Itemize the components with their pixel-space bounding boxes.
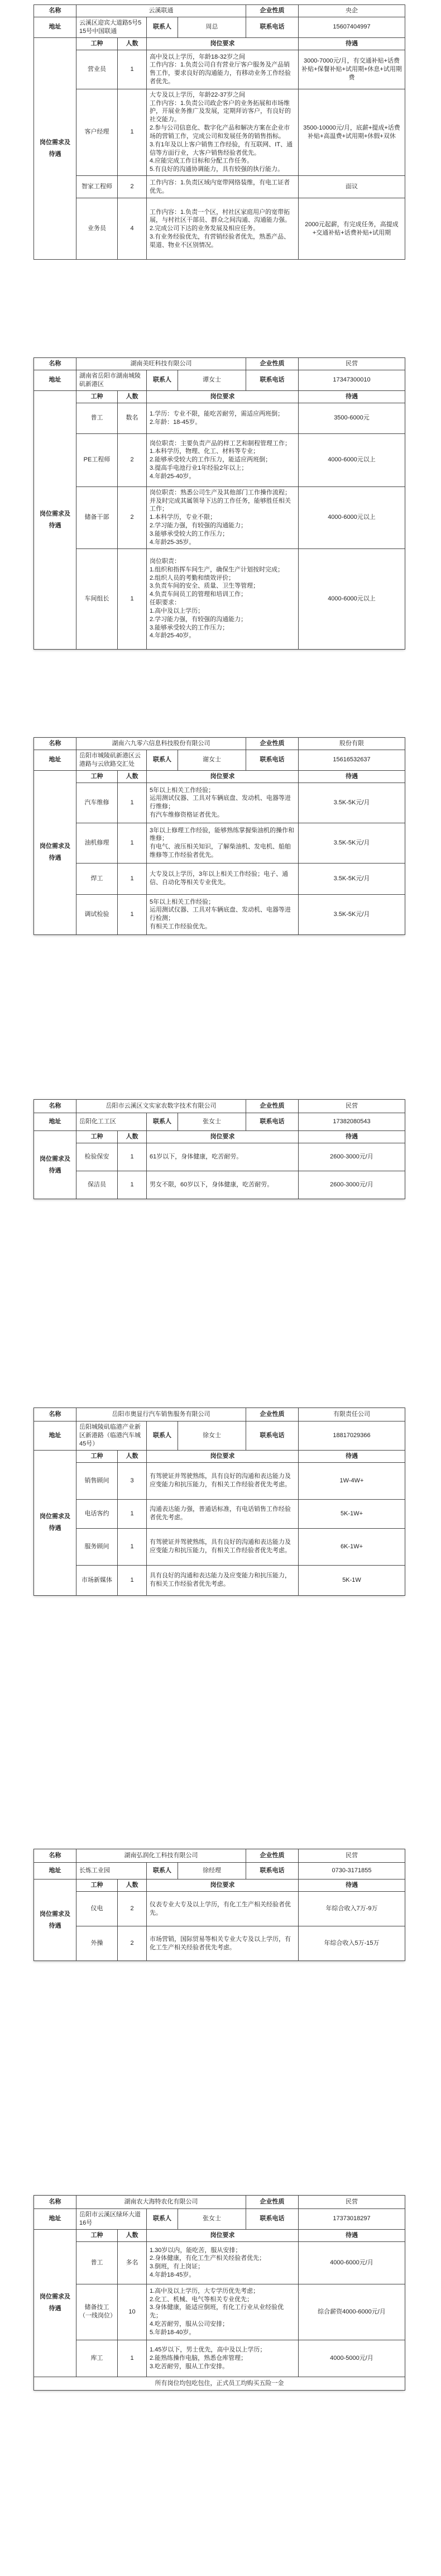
job-requirements: 工作内容：1.负责区域内宽带网络装维，有电工证者优先。 [147,176,299,198]
header-pay: 待遇 [299,770,405,783]
header-count: 人数 [118,390,147,403]
job-count: 多名 [118,2241,147,2284]
company-table [33,357,405,650]
job-requirements: 市场营销，国际贸易等相关专业大专及以上学历，有化工生产相关经验者优先考虑。 [147,1926,299,1961]
phone-number: 17373018297 [299,2209,405,2230]
contact-label: 联系人 [147,17,178,38]
header-requirements: 岗位要求 [147,1131,299,1143]
header-job: 工种 [76,390,118,403]
job-count: 2 [118,176,147,198]
header-count: 人数 [118,1450,147,1462]
job-pay: 6K-1W+ [299,1528,405,1565]
job-requirements: 岗位职责：熟悉公司生产及其他部门工作操作流程；并及时完成其属领导下达的工作任务，能够胜任相关工作； 1.本科学历，专业不限； 2.学习能力强，有较强的沟通能力； 3.能够承受较大的工作压力； 4.年龄25-35岁。 [147,486,299,548]
job-count: 1 [118,1499,147,1528]
job-requirements: 3年以上修理工作经验，能够熟练掌握柴油机的操作和维修； 有电气、液压相关知识，了解柴油机、发电机、船舶维修等工作经验者优先。 [147,823,299,863]
name-label: 名称 [34,738,76,750]
company-name: 湖南六九零六信息科技股份有限公司 [76,738,246,750]
header-count: 人数 [118,770,147,783]
section-label: 岗位需求及待遇 [34,390,76,649]
nature-label: 企业性质 [246,1408,299,1421]
job-requirements: 1.30岁以内，能吃苦，服从安排； 2.身体健康，有化工生产相关经验者优先； 3.倒班，有上岗证； 4.年龄18-45岁。 [147,2241,299,2284]
name-label: 名称 [34,2196,76,2209]
company-nature: 央企 [299,5,405,17]
contact-label: 联系人 [147,750,178,771]
company-table [33,737,405,935]
address-label: 地址 [34,370,76,391]
address-label: 地址 [34,17,76,38]
header-pay: 待遇 [299,1131,405,1143]
company-table [33,1849,405,1961]
phone-label: 联系电话 [246,2209,299,2230]
contact-person: 张女士 [178,1113,246,1131]
company-block-7 [33,2195,405,2391]
company-address: 岳阳市城陵矶新港区云港路与云欣路交汇处 [76,750,147,771]
header-requirements: 岗位要求 [147,770,299,783]
contact-label: 联系人 [147,1421,178,1451]
job-requirements: 有驾驶证并驾驶熟练，具有良好的沟通和表达能力及应变能力和抗压能力，有相关工作经验者优先考虑。 [147,1462,299,1499]
job-count: 1 [118,863,147,894]
job-pay: 4000-6000元/月 [299,2241,405,2284]
company-name: 岳阳市云溪区文实家农数字技术有限公司 [76,1100,246,1113]
footer-note: 所有岗位均包吃包住，正式员工均购买五险一金 [34,2377,405,2390]
job-requirements: 仪表专业大专及以上学历，有化工生产相关经验者优先。 [147,1892,299,1926]
job-requirements: 岗位职责： 1.组织和指挥车间生产，确保生产计划按时完成； 2.组织人员的考勤和绩效评价； 3.负责车间的安全、质量、卫生等管理； 4.负责车间员工的管理和培训工作； 任职要求： 1.高中及以上学历； 2.学习能力强，有较强的沟通能力； 3.能够承受较大的工作压力； 4.年龄25-40岁。 [147,548,299,649]
job-count: 1 [118,2340,147,2377]
job-count: 1 [118,1528,147,1565]
header-pay: 待遇 [299,2229,405,2241]
job-pay: 2600-3000元/月 [299,1143,405,1171]
contact-person: 张女士 [178,2209,246,2230]
header-pay: 待遇 [299,1879,405,1892]
header-count: 人数 [118,37,147,50]
section-label: 岗位需求及待遇 [34,1131,76,1199]
job-pay: 3.5K-5K元/月 [299,894,405,934]
company-address: 湖南省岳阳市湖南城陵矶新港区 [76,370,147,391]
address-label: 地址 [34,1113,76,1131]
job-requirements: 5年以上相关工作经验； 运用测试仪器、工具对车辆底盘、发动机、电器等进行检测； 有相关工作经验优先。 [147,894,299,934]
job-title: 库工 [76,2340,118,2377]
header-requirements: 岗位要求 [147,1450,299,1462]
contact-label: 联系人 [147,2209,178,2230]
header-job: 工种 [76,1131,118,1143]
job-title: 仪电 [76,1892,118,1926]
job-title: 客户经理 [76,89,118,175]
job-pay: 3000-7000元/月，有交通补贴+话费补贴+保餐补贴+试用期+休息+试用期费 [299,50,405,89]
header-requirements: 岗位要求 [147,390,299,403]
job-title: 检验保安 [76,1143,118,1171]
company-address: 岳阳城陵矶临港产业新区新港路（临港汽车城45号） [76,1421,147,1451]
job-pay: 5K-1W+ [299,1499,405,1528]
header-count: 人数 [118,1879,147,1892]
job-pay: 4000-6000元以上 [299,486,405,548]
job-count: 1 [118,823,147,863]
job-count: 3 [118,1462,147,1499]
address-label: 地址 [34,750,76,771]
job-pay: 3.5K-5K元/月 [299,863,405,894]
header-count: 人数 [118,2229,147,2241]
address-label: 地址 [34,1421,76,1451]
phone-number: 18817029366 [299,1421,405,1451]
contact-person: 谭女士 [178,370,246,391]
name-label: 名称 [34,5,76,17]
job-count: 1 [118,1143,147,1171]
company-table [33,1408,405,1596]
job-count: 2 [118,1892,147,1926]
job-pay: 年综合收入7万-9万 [299,1892,405,1926]
header-pay: 待遇 [299,37,405,50]
job-requirements: 1.高中及以上学历，大专学历优先考虑； 2.化工、机械、电气等相关专业优先； 3.身体健康，能适应倒班，有化工行业从业经验优先； 4.吃苦耐劳，服从公司安排； 5.年龄18-40岁。 [147,2284,299,2340]
job-title: 业务员 [76,198,118,260]
contact-label: 联系人 [147,370,178,391]
job-count: 1 [118,1565,147,1595]
job-title: 智家工程师 [76,176,118,198]
job-requirements: 男女不限，60岁以下，身体健康，吃苦耐劳。 [147,1171,299,1199]
header-job: 工种 [76,1450,118,1462]
name-label: 名称 [34,1408,76,1421]
contact-label: 联系人 [147,1863,178,1879]
job-title: 保洁员 [76,1171,118,1199]
phone-number: 15616532637 [299,750,405,771]
header-pay: 待遇 [299,1450,405,1462]
phone-label: 联系电话 [246,1863,299,1879]
section-label: 岗位需求及待遇 [34,770,76,934]
company-name: 湖南弘润化工科技有限公司 [76,1849,246,1863]
job-pay: 3500-6000元 [299,403,405,433]
company-nature: 民营 [299,2196,405,2209]
nature-label: 企业性质 [246,1100,299,1113]
header-job: 工种 [76,2229,118,2241]
phone-number: 17347300010 [299,370,405,391]
job-count: 2 [118,486,147,548]
company-block-6 [33,1849,405,1961]
header-requirements: 岗位要求 [147,2229,299,2241]
header-requirements: 岗位要求 [147,1879,299,1892]
company-address: 长炼工业园 [76,1863,147,1879]
job-count: 1 [118,548,147,649]
name-label: 名称 [34,1849,76,1863]
job-title: 调试检验 [76,894,118,934]
company-nature: 有限责任公司 [299,1408,405,1421]
job-count: 10 [118,2284,147,2340]
phone-label: 联系电话 [246,750,299,771]
phone-number: 0730-3171855 [299,1863,405,1879]
job-count: 1 [118,1171,147,1199]
job-title: 销售顾问 [76,1462,118,1499]
job-requirements: 5年以上相关工作经验； 运用测试仪器、工具对车辆底盘、发动机、电器等进行维修； 有汽车维修资格证者优先。 [147,783,299,823]
job-requirements: 岗位职责：主要负责产品的样工艺和制程管理工作； 1.本科学历，物理、化工、材料等专业； 2.能够承受较大的工作压力，能适应两班倒； 3.提高手电池行业1年经验2年以上； 4.年龄25-40岁。 [147,433,299,486]
company-nature: 股份有限 [299,738,405,750]
address-label: 地址 [34,1863,76,1879]
job-title: 外操 [76,1926,118,1961]
nature-label: 企业性质 [246,358,299,370]
phone-number: 15607404997 [299,17,405,38]
header-count: 人数 [118,1131,147,1143]
company-name: 湖南农大海特农化有限公司 [76,2196,246,2209]
job-count: 数名 [118,403,147,433]
job-title: 车间组长 [76,548,118,649]
contact-label: 联系人 [147,1113,178,1131]
company-block-1 [33,4,405,260]
company-name: 湖南美旺科技有限公司 [76,358,246,370]
section-label: 岗位需求及待遇 [34,37,76,259]
job-count: 1 [118,783,147,823]
job-title: 电话客约 [76,1499,118,1528]
company-address: 岳阳化工工区 [76,1113,147,1131]
job-pay: 面议 [299,176,405,198]
job-title: 服务顾问 [76,1528,118,1565]
nature-label: 企业性质 [246,1849,299,1863]
nature-label: 企业性质 [246,5,299,17]
job-pay: 4000-5000元/月 [299,2340,405,2377]
job-count: 1 [118,89,147,175]
phone-number: 17382080543 [299,1113,405,1131]
job-pay: 3.5K-5K元/月 [299,783,405,823]
section-label: 岗位需求及待遇 [34,1450,76,1595]
job-requirements: 1.45岁以下，男士优先，高中及以上学历； 2.能熟练操作电脑，熟悉仓库管理； 3.吃苦耐劳，服从工作安排。 [147,2340,299,2377]
header-job: 工种 [76,1879,118,1892]
company-address: 云溪区迎宾大道路5号515号中国联通 [76,17,147,38]
job-count: 2 [118,433,147,486]
name-label: 名称 [34,358,76,370]
job-title: 普工 [76,403,118,433]
header-job: 工种 [76,770,118,783]
company-block-4 [33,1099,405,1199]
job-requirements: 1.学历：专业不限，能吃苦耐劳，需适应两班倒； 2.年龄：18-45岁。 [147,403,299,433]
job-pay: 3.5K-5K元/月 [299,823,405,863]
company-nature: 民营 [299,358,405,370]
job-requirements: 大专及以上学历，3年以上相关工作经验；电子、通信、自动化等相关专业优先。 [147,863,299,894]
job-pay: 4000-6000元以上 [299,433,405,486]
job-requirements: 工作内容：1.负责一个区，村社区家庭用户的宽带拓展，与村社区干部员、群众之间沟通、沟通能力强。 2.完成公司下达的业务发展及相应任务。 3.有业务经验优先，有营销经验者优先，熟悉产品、渠道、物业不区别情况。 [147,198,299,260]
company-name: 岳阳市奥显行汽车销售服务有限公司 [76,1408,246,1421]
section-label: 岗位需求及待遇 [34,2229,76,2377]
contact-person: 谢女士 [178,750,246,771]
job-pay: 5K-1W [299,1565,405,1595]
name-label: 名称 [34,1100,76,1113]
address-label: 地址 [34,2209,76,2230]
job-requirements: 61岁以下，身体健康，吃苦耐劳。 [147,1143,299,1171]
contact-person: 周总 [178,17,246,38]
contact-person: 徐女士 [178,1421,246,1451]
job-pay: 1W-4W+ [299,1462,405,1499]
job-title: PE工程师 [76,433,118,486]
company-block-3 [33,737,405,935]
nature-label: 企业性质 [246,738,299,750]
header-pay: 待遇 [299,390,405,403]
company-block-2 [33,357,405,650]
nature-label: 企业性质 [246,2196,299,2209]
job-count: 1 [118,50,147,89]
company-table [33,4,405,260]
job-pay: 3500-10000元/月，底薪+提成+话费补贴+高温费+试用期+休假+双休 [299,89,405,175]
company-name: 云溪联通 [76,5,246,17]
job-pay: 年综合收入5万-15万 [299,1926,405,1961]
phone-label: 联系电话 [246,17,299,38]
job-title: 营业员 [76,50,118,89]
company-block-5 [33,1408,405,1596]
job-title: 油机修理 [76,823,118,863]
job-title: 普工 [76,2241,118,2284]
phone-label: 联系电话 [246,1113,299,1131]
company-table [33,2195,405,2391]
contact-person: 徐经理 [178,1863,246,1879]
job-requirements: 沟通表达能力强，普通话标准，有电话销售工作经验者优先考虑。 [147,1499,299,1528]
job-title: 储备干部 [76,486,118,548]
header-requirements: 岗位要求 [147,37,299,50]
phone-label: 联系电话 [246,370,299,391]
job-title: 市场新媒体 [76,1565,118,1595]
job-title: 焊工 [76,863,118,894]
company-nature: 民营 [299,1100,405,1113]
phone-label: 联系电话 [246,1421,299,1451]
job-pay: 综合薪资4000-6000元/月 [299,2284,405,2340]
company-table [33,1099,405,1199]
company-nature: 民营 [299,1849,405,1863]
job-pay: 4000-6000元以上 [299,548,405,649]
job-title: 储备技工（一线岗位） [76,2284,118,2340]
company-address: 岳阳市云溪区绿环大道16号 [76,2209,147,2230]
job-requirements: 高中及以上学历，年龄18-32岁之间 工作内容：1.负责公司自有营业厅客户服务及产品销售工作，要求良好的沟通能力，有移动业务工作经验者优先。 [147,50,299,89]
job-requirements: 大专及以上学历，年龄22-37岁之间 工作内容：1.负责公司政企客户的业务拓展和市场维护，开展业务推广及发展，定期拜访客户，有良好的社交能力。 2.参与公司信息化、数字化产品和解决方案在企业市场的营销工作，完成公司和发展任务的销售指标。 3.有1年及以上客户销售工作经验，有互联网、IT、通信等方面行业，大客户销售经验者优先。 4.应能完成工作目标和分配工作任务。 5.有良好的沟通协调能力，具有较强的执行能力。 [147,89,299,175]
header-job: 工种 [76,37,118,50]
job-pay: 2000元起薪，有完成任务，高提成+交通补贴+话费补贴+试用期 [299,198,405,260]
job-title: 汽车维修 [76,783,118,823]
section-label: 岗位需求及待遇 [34,1879,76,1961]
job-requirements: 具有良好的沟通和表达能力及应变能力和抗压能力，有相关工作经验者优先考虑。 [147,1565,299,1595]
job-pay: 2600-3000元/月 [299,1171,405,1199]
job-requirements: 有驾驶证并驾驶熟练，具有良好的沟通和表达能力及应变能力和抗压能力，有相关工作经验者优先考虑。 [147,1528,299,1565]
job-count: 4 [118,198,147,260]
job-count: 1 [118,894,147,934]
job-count: 2 [118,1926,147,1961]
